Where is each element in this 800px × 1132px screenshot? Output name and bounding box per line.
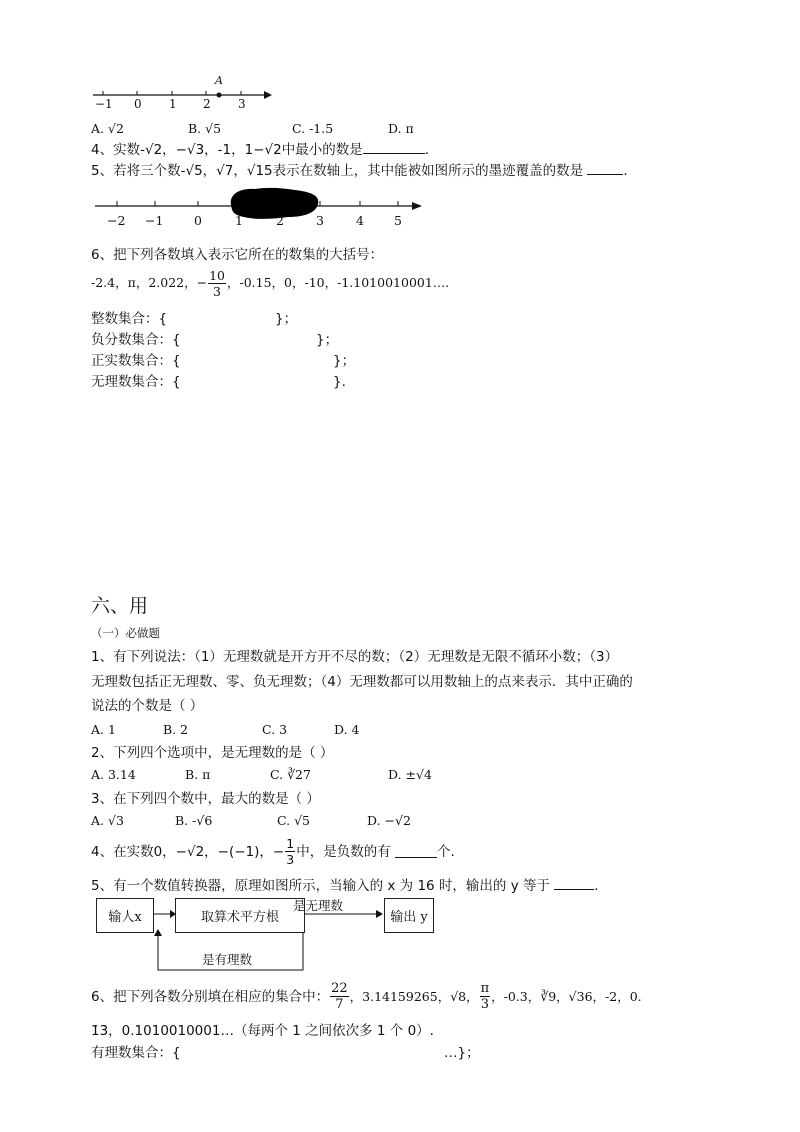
numbers-part-1: -2.4，π，2.022，−: [91, 275, 208, 290]
answer-blank: [587, 162, 623, 175]
tick-label: 3: [238, 97, 246, 111]
fraction: [208, 268, 226, 299]
question-text: 5、有一个数值转换器，原理如图所示，当输入的 x 为 16 时，输出的 y 等于: [91, 878, 550, 894]
question-text: 4、实数-√2，−√3，-1，1−√2中最小的数是: [91, 142, 363, 158]
s-question-4: [91, 836, 455, 867]
set-integers-label: 整数集合：{: [91, 311, 168, 327]
option-c: C. √5: [277, 813, 310, 828]
tick-label: 2: [276, 213, 284, 228]
tick-label: 1: [169, 97, 177, 111]
s-question-6: [91, 981, 642, 1012]
option-a: A. √3: [91, 813, 124, 828]
set-negative-fractions-close: }；: [316, 332, 339, 348]
answer-blank: [363, 141, 425, 154]
s-question-3: 3、在下列四个数中，最大的数是（ ）: [91, 791, 320, 807]
s-question-1-line-2: 无理数包括正无理数、零、负无理数；（4）无理数都可以用数轴上的点来表示．其中正确的: [91, 674, 633, 690]
option-c: C. 3: [262, 722, 288, 737]
question-text: 5、若将三个数-√5，√7，√15表示在数轴上，其中能被如图所示的墨迹覆盖的数是: [91, 163, 584, 179]
set-negative-fractions-label: 负分数集合：{: [91, 332, 181, 348]
number-list: [91, 268, 449, 299]
option-a: A. 1: [91, 722, 116, 737]
option-c: C. -1.5: [292, 121, 334, 136]
s-question-5: [91, 877, 599, 895]
set-rationals-close: …}；: [444, 1045, 480, 1061]
set-irrationals-close: }.: [333, 374, 346, 390]
denominator: 3: [286, 852, 295, 867]
option-a: A. 3.14: [91, 767, 136, 782]
period: .: [623, 163, 628, 179]
numbers-part-2: ，-0.15，0，-10，-1.1010010001….: [226, 275, 450, 290]
no-branch-label: 是有理数: [202, 952, 253, 967]
tick-label: 2: [203, 97, 211, 111]
s-question-1-line-3: 说法的个数是（ ）: [91, 698, 204, 714]
numerator: π: [480, 981, 490, 996]
output-box: [384, 898, 434, 933]
denominator: 3: [213, 284, 221, 299]
option-c: C. ∛27: [270, 767, 311, 782]
question-text-2: 中，是负数的有: [296, 843, 391, 860]
option-b: B. √5: [188, 121, 222, 136]
output-label: 输出 y: [390, 910, 428, 925]
number-line-2: [90, 186, 425, 236]
option-d: D. ±√4: [388, 767, 432, 782]
s-question-6-line-2: 1̇3̇，0.1010010001…（每两个 1 之间依次多 1 个 0）.: [91, 1023, 434, 1039]
fraction: [480, 981, 491, 1012]
numerator: 1: [286, 836, 295, 851]
question-5: [91, 162, 628, 180]
answer-blank: [395, 845, 437, 858]
set-integers-close: }；: [275, 311, 298, 327]
option-b: B. π: [185, 767, 211, 782]
question-end: 个.: [437, 843, 455, 860]
tick-label: 3: [316, 213, 324, 228]
tick-label: −1: [95, 97, 113, 111]
numerator: 10: [209, 268, 225, 283]
set-positive-reals-close: }；: [333, 353, 356, 369]
yes-branch-label: 是无理数: [293, 898, 344, 913]
option-b: B. -√6: [175, 813, 213, 828]
ink-blot: [231, 188, 319, 219]
input-box: [96, 898, 154, 933]
fraction: [330, 981, 349, 1012]
tick-label: 1: [235, 213, 243, 228]
tick-label: −1: [145, 213, 164, 228]
period: .: [424, 142, 430, 158]
point-a-label: A: [215, 74, 223, 87]
denominator: 3: [480, 997, 490, 1012]
fraction: [285, 836, 295, 867]
tick-label: −2: [107, 213, 126, 228]
set-positive-reals-label: 正实数集合：{: [91, 353, 181, 369]
section-subtitle: （一）必做题: [91, 626, 160, 640]
question-text: 6、把下列各数分别填在相应的集合中：: [91, 988, 330, 1005]
question-6-title: 6、把下列各数填入表示它所在的数集的大括号：: [91, 247, 384, 263]
s-question-1-line-1: 1、有下列说法：（1）无理数就是开方开不尽的数；（2）无理数是无限不循环小数；（3）: [91, 649, 619, 665]
question-text: 4、在实数0，−√2，−(−1)，−: [91, 843, 285, 860]
tick-label: 4: [356, 213, 364, 228]
tick-label: 0: [194, 213, 202, 228]
numerator: 22: [331, 981, 348, 996]
process-label: 取算术平方根: [200, 910, 279, 925]
input-label: 输人x: [108, 910, 142, 925]
answer-blank: [554, 877, 594, 890]
option-d: D. π: [388, 121, 414, 136]
numbers-part-1: ，3.14159265，√8，: [349, 988, 479, 1004]
denominator: 7: [335, 997, 344, 1012]
flow-arrows: [150, 896, 390, 976]
option-d: D. −√2: [367, 813, 411, 828]
s-question-2: 2、下列四个选项中，是无理数的是（ ）: [91, 745, 334, 761]
set-rationals-label: 有理数集合：{: [91, 1045, 181, 1061]
tick-label: 0: [134, 97, 142, 111]
numbers-part-2: ，-0.3，∛9，√36，-2，0.: [491, 988, 642, 1004]
question-4: [91, 141, 429, 159]
section-title: 六、用: [91, 595, 149, 617]
set-irrationals-label: 无理数集合：{: [91, 374, 181, 390]
option-d: D. 4: [334, 722, 360, 737]
option-a: A. √2: [91, 121, 124, 136]
period: .: [594, 878, 599, 894]
option-b: B. 2: [163, 722, 189, 737]
tick-label: 5: [394, 213, 402, 228]
